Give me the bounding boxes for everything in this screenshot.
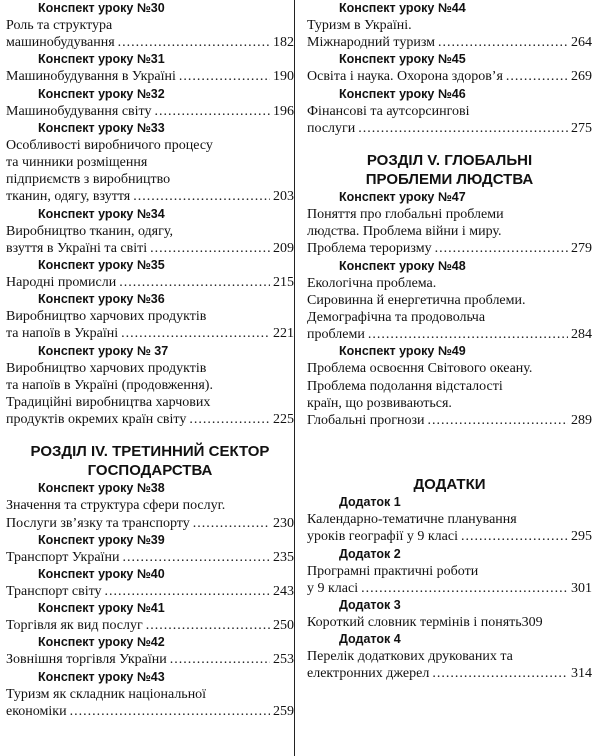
page-number: 264 — [571, 35, 592, 51]
entry-text-line: Перелік додаткових друкованих та — [307, 649, 513, 665]
entry-last-line — [6, 188, 294, 205]
entry-last-line — [6, 617, 294, 634]
spacer — [6, 428, 294, 442]
entry-text-line: Виробництво тканин, одягу, — [6, 223, 173, 239]
section-heading — [6, 442, 294, 480]
entry-last-line — [6, 34, 294, 51]
entry-title: продуктів окремих країн світу — [6, 412, 187, 428]
lesson-heading: Конспект уроку №48 — [339, 258, 466, 273]
entry-title: Транспорт України — [6, 549, 120, 565]
entry-last-line — [307, 580, 592, 597]
page-number: 225 — [273, 412, 294, 428]
page-number: 190 — [273, 69, 294, 85]
spacer — [307, 137, 592, 151]
section-heading-line: ГОСПОДАРСТВА — [87, 462, 213, 480]
lesson-heading: Конспект уроку №47 — [339, 190, 466, 205]
entry-text-line: Роль та структура — [6, 18, 113, 33]
entry-last-line — [6, 325, 294, 342]
toc-entry — [307, 68, 592, 85]
dot-leader — [154, 103, 270, 120]
page-number: 301 — [571, 580, 592, 596]
entry-text-line: Поняття про глобальні проблеми — [307, 207, 504, 223]
toc-entry — [6, 549, 294, 566]
section-heading — [307, 475, 592, 494]
toc-entry — [6, 17, 294, 51]
page-number: 235 — [273, 549, 294, 565]
page-number: 215 — [273, 275, 294, 291]
entry-title: Зовнішня торгівля України — [6, 652, 167, 668]
toc-entry — [6, 68, 294, 85]
dot-leader — [121, 325, 270, 342]
entry-text-line: Сировинна й енергетична проблеми. — [307, 292, 526, 308]
toc-entry — [6, 497, 294, 531]
page-number: 295 — [571, 529, 592, 545]
entry-last-line — [307, 240, 592, 257]
dot-leader — [105, 583, 270, 600]
entry-title: послуги — [307, 120, 356, 136]
entry-text-line: Демографічна та продовольча — [307, 310, 486, 326]
lesson-heading: Конспект уроку №35 — [38, 258, 165, 273]
section-heading-line: РОЗДІЛ IV. ТРЕТИННИЙ СЕКТОР — [30, 443, 270, 461]
entry-title: Транспорт світу — [6, 584, 102, 600]
page-number: 309 — [521, 615, 543, 631]
section-heading — [307, 151, 592, 189]
entry-title: електронних джерел — [307, 666, 430, 682]
lesson-heading: Конспект уроку №36 — [38, 292, 165, 307]
lesson-heading: Конспект уроку №32 — [38, 86, 165, 101]
entry-text-line: Програмні практичні роботи — [307, 563, 479, 579]
dot-leader — [146, 617, 270, 634]
section-heading-line: ДОДАТКИ — [413, 476, 486, 494]
toc-entry — [307, 648, 592, 682]
page-number: 196 — [273, 103, 294, 119]
entry-title: машинобудування — [6, 35, 115, 51]
entry-text-line: та чинники розміщення — [6, 155, 148, 171]
dot-leader — [118, 34, 270, 51]
entry-title: Народні промисли — [6, 275, 117, 291]
lesson-heading: Конспект уроку №31 — [38, 52, 165, 67]
entry-last-line — [6, 515, 294, 532]
entry-text-line: Екологічна проблема. — [307, 275, 437, 291]
dot-leader — [193, 515, 270, 532]
entry-last-line — [307, 614, 592, 631]
lesson-heading: Конспект уроку №46 — [339, 86, 466, 101]
toc-entry — [307, 563, 592, 597]
lesson-heading: Конспект уроку №34 — [38, 206, 165, 221]
toc-entry — [6, 583, 294, 600]
entry-text-line: Туризм в Україні. — [307, 18, 412, 33]
toc-entry — [6, 308, 294, 342]
toc-entry — [307, 103, 592, 137]
entry-title: Послуги зв’язку та транспорту — [6, 515, 190, 531]
dot-leader — [428, 412, 569, 429]
lesson-heading: Додаток 2 — [339, 546, 401, 561]
entry-title: Глобальні прогнози — [307, 413, 425, 429]
lesson-heading: Конспект уроку №49 — [339, 344, 466, 359]
lesson-heading: Додаток 4 — [339, 632, 401, 647]
page-number: 209 — [273, 240, 294, 256]
entry-text-line: та напоїв в Україні (продовження). — [6, 377, 213, 393]
toc-entry — [6, 360, 294, 429]
entry-title: тканин, одягу, взуття — [6, 189, 131, 205]
entry-title: Короткий словник термінів і понять — [307, 615, 522, 631]
lesson-heading: Конспект уроку №40 — [38, 567, 165, 582]
toc-entry — [307, 614, 592, 631]
toc-column-right — [307, 0, 592, 756]
toc-entry — [6, 686, 294, 720]
page-number: 253 — [273, 652, 294, 668]
page-number: 279 — [571, 241, 592, 257]
lesson-heading: Конспект уроку №39 — [38, 532, 165, 547]
page-number: 250 — [273, 618, 294, 634]
toc-entry — [6, 274, 294, 291]
dot-leader — [361, 580, 568, 597]
lesson-heading: Конспект уроку №30 — [38, 1, 165, 15]
entry-last-line — [6, 703, 294, 720]
page-number: 269 — [571, 69, 592, 85]
dot-leader — [461, 528, 568, 545]
entry-text-line: Календарно-тематичне планування — [307, 512, 517, 528]
toc-entry — [307, 511, 592, 545]
entry-title: Торгівля як вид послуг — [6, 618, 143, 634]
entry-last-line — [6, 411, 294, 428]
entry-last-line — [307, 528, 592, 545]
page-number: 221 — [273, 326, 294, 342]
toc-entry — [6, 651, 294, 668]
page-number: 243 — [273, 584, 294, 600]
dot-leader — [70, 703, 270, 720]
entry-text-line: Значення та структура сфери послуг. — [6, 498, 226, 514]
dot-leader — [170, 651, 270, 668]
entry-text-line: Виробництво харчових продуктів — [6, 360, 207, 376]
lesson-heading: Конспект уроку №42 — [38, 635, 165, 650]
entry-text-line: Особливості виробничого процесу — [6, 137, 213, 153]
dot-leader — [150, 240, 270, 257]
section-heading-line: РОЗДІЛ V. ГЛОБАЛЬНІ — [366, 152, 533, 170]
entry-last-line — [6, 240, 294, 257]
spacer — [307, 429, 592, 475]
dot-leader — [438, 34, 568, 51]
entry-last-line — [307, 34, 592, 51]
lesson-heading: Додаток 3 — [339, 598, 401, 613]
toc-entry — [6, 617, 294, 634]
dot-leader — [368, 326, 568, 343]
dot-leader — [179, 68, 270, 85]
page-number: 275 — [571, 120, 592, 136]
toc-entry — [6, 137, 294, 206]
dot-leader — [432, 665, 568, 682]
entry-last-line — [6, 68, 294, 85]
entry-last-line — [307, 665, 592, 682]
page-number: 203 — [273, 189, 294, 205]
entry-last-line — [6, 274, 294, 291]
entry-text-line: країн, що розвиваються. — [307, 395, 452, 411]
entry-text-line: Традиційні виробництва харчових — [6, 395, 211, 411]
lesson-heading: Конспект уроку №45 — [339, 52, 466, 67]
entry-text-line: людства. Проблема війни і миру. — [307, 224, 502, 240]
toc-entry — [307, 17, 592, 51]
section-heading-line: ПРОБЛЕМИ ЛЮДСТВА — [365, 171, 534, 189]
lesson-heading: Конспект уроку №41 — [38, 601, 165, 616]
entry-title: Освіта і наука. Охорона здоров’я — [307, 69, 503, 85]
lesson-heading: Конспект уроку №44 — [339, 1, 466, 15]
entry-last-line — [307, 68, 592, 85]
entry-last-line — [307, 326, 592, 343]
lesson-heading: Конспект уроку №38 — [38, 481, 165, 496]
lesson-heading: Конспект уроку №43 — [38, 669, 165, 684]
entry-title: економіки — [6, 703, 67, 719]
entry-text-line: підприємств з виробництво — [6, 172, 171, 188]
entry-last-line — [307, 412, 592, 429]
toc-column-left — [6, 0, 295, 756]
toc-entry — [307, 360, 592, 429]
entry-last-line — [307, 120, 592, 137]
toc-entry — [6, 103, 294, 120]
entry-title: Машинобудування в Україні — [6, 69, 176, 85]
entry-title: Машинобудування світу — [6, 103, 152, 119]
dot-leader — [189, 411, 270, 428]
entry-title: та напоїв в Україні — [6, 326, 119, 342]
dot-leader — [133, 188, 270, 205]
entry-text-line: Проблема освоєння Світового океану. — [307, 361, 533, 377]
toc-entry — [307, 206, 592, 258]
dot-leader — [122, 549, 270, 566]
entry-last-line — [6, 651, 294, 668]
lesson-heading: Конспект уроку № 37 — [38, 343, 169, 358]
entry-text-line: Туризм як складник національної — [6, 686, 207, 702]
entry-title: взуття в Україні та світі — [6, 240, 148, 256]
entry-last-line — [6, 549, 294, 566]
page-number: 284 — [571, 327, 592, 343]
page-number: 289 — [571, 413, 592, 429]
entry-last-line — [6, 583, 294, 600]
dot-leader — [119, 274, 270, 291]
lesson-heading: Додаток 1 — [339, 495, 401, 510]
dot-leader — [358, 120, 568, 137]
dot-leader — [506, 68, 568, 85]
toc-entry — [6, 223, 294, 257]
entry-title: уроків географії у 9 класі — [307, 529, 458, 545]
entry-text-line: Фінансові та аутсорсингові — [307, 103, 470, 119]
page-number: 230 — [273, 515, 294, 531]
entry-title: Міжнародний туризм — [307, 35, 436, 51]
entry-last-line — [6, 103, 294, 120]
entry-title: проблеми — [307, 327, 365, 343]
entry-title: Проблема тероризму — [307, 241, 432, 257]
dot-leader — [435, 240, 568, 257]
entry-text-line: Виробництво харчових продуктів — [6, 309, 207, 325]
page-number: 314 — [571, 666, 592, 682]
toc-entry — [307, 275, 592, 344]
entry-title: у 9 класі — [307, 580, 359, 596]
page-number: 259 — [273, 703, 294, 719]
page-number: 182 — [273, 35, 294, 51]
entry-text-line: Проблема подолання відсталості — [307, 378, 503, 394]
lesson-heading: Конспект уроку №33 — [38, 120, 165, 135]
